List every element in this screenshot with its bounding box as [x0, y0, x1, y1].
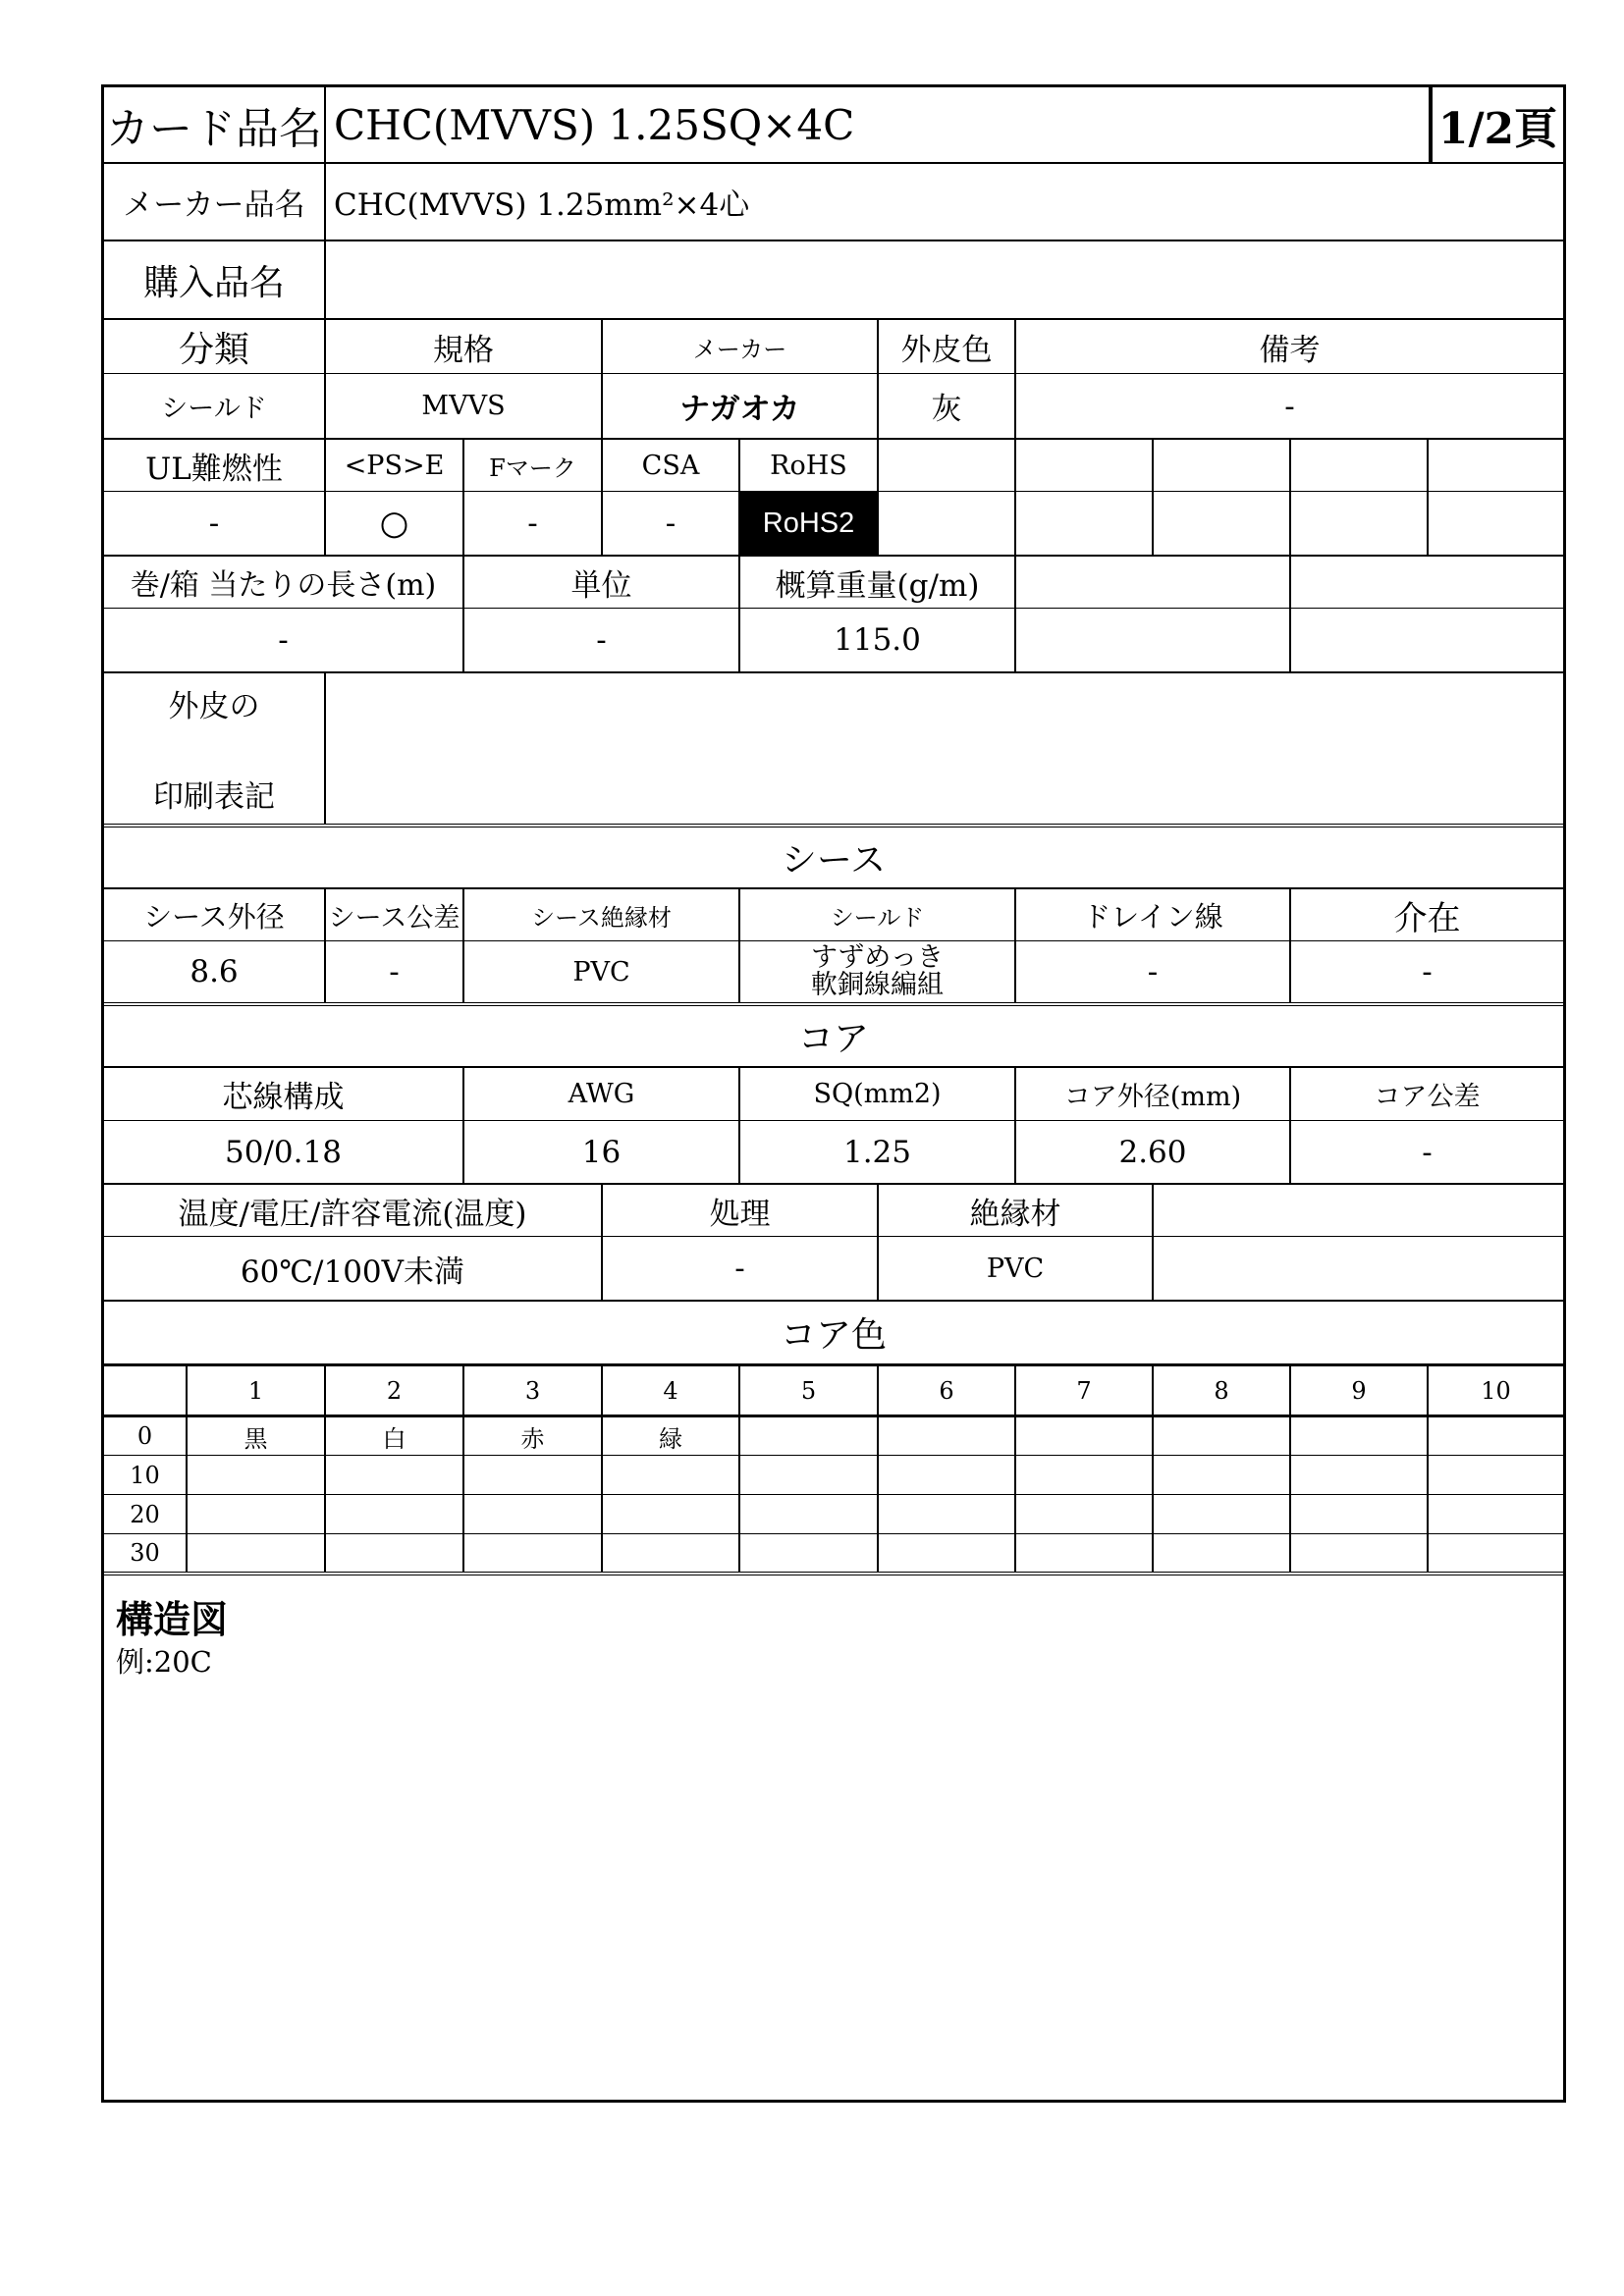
core-color-cell [1154, 1456, 1291, 1494]
length-value-row [104, 609, 1563, 673]
core-color-row-label: 0 [104, 1417, 188, 1455]
core-color-cell [740, 1417, 879, 1455]
core-color-cell [1016, 1417, 1154, 1455]
core-od-header: コア外径(mm) [1016, 1068, 1291, 1120]
empty-length-cell [1291, 557, 1563, 608]
core-color-cell [1016, 1456, 1154, 1494]
ul-flame-value: - [104, 492, 326, 555]
csa-value: - [603, 492, 740, 555]
core-color-cell [1291, 1456, 1429, 1494]
strand-construction-header: 芯線構成 [104, 1068, 464, 1120]
jacket-color-value: 灰 [879, 374, 1016, 438]
core-color-cell [1429, 1495, 1563, 1533]
treatment-header: 処理 [603, 1185, 879, 1236]
core-tolerance-value: - [1422, 1134, 1433, 1170]
core-color-cell [879, 1534, 1016, 1572]
sheath-value-row [104, 941, 1563, 1006]
print-marking-label-line2: 印刷表記 [153, 779, 275, 815]
shield-value-line1: すずめっき [811, 941, 944, 973]
core-header-row [104, 1068, 1563, 1121]
core-color-cell [188, 1456, 326, 1494]
core-color-cell [879, 1417, 1016, 1455]
core-color-col-header: 3 [464, 1366, 603, 1415]
core-color-cell: 赤 [464, 1417, 603, 1455]
structure-diagram-title: 構造図 [116, 1598, 229, 1641]
length-header-row [104, 557, 1563, 609]
print-marking-label-line1: 外皮の [168, 689, 260, 724]
classification-value: シールド [104, 374, 326, 438]
awg-header: AWG [464, 1068, 740, 1120]
core-color-cell [1291, 1417, 1429, 1455]
core-color-cell [1291, 1534, 1429, 1572]
maker-name-value: CHC(MVVS) 1.25mm²×4心 [334, 187, 750, 223]
classification-header-row [104, 320, 1563, 374]
core-color-row [104, 1495, 1563, 1534]
core-color-cell [1429, 1456, 1563, 1494]
length-per-reel-header: 巻/箱 当たりの長さ(m) [104, 557, 464, 608]
card-name-label: カード品名 [104, 87, 326, 162]
empty-length-cell [1291, 609, 1563, 671]
length-per-reel-value: - [104, 609, 464, 671]
purchase-name-value [326, 241, 1563, 318]
core-color-col-header: 7 [1016, 1366, 1154, 1415]
print-marking-label [104, 673, 326, 824]
sheath-tolerance-header: シース公差 [326, 889, 464, 940]
page-indicator: 1/2頁 [1431, 87, 1563, 162]
core-color-section-title: コア色 [104, 1302, 1563, 1366]
sheath-section-title: シース [104, 828, 1563, 889]
core-color-cell [188, 1534, 326, 1572]
f-mark-value: - [464, 492, 603, 555]
standard-value: MVVS [326, 374, 603, 438]
core-color-cell [1016, 1495, 1154, 1533]
empty-cert-cell [1291, 492, 1429, 555]
core-color-col-header: 5 [740, 1366, 879, 1415]
drain-wire-header: ドレイン線 [1016, 889, 1291, 940]
core-color-col-header: 4 [603, 1366, 740, 1415]
core-color-col-header: 10 [1481, 1376, 1511, 1405]
empty-cert-cell [1291, 440, 1429, 491]
sheath-insulation-header: シース絶縁材 [464, 889, 740, 940]
empty-cert-cell [1429, 440, 1563, 491]
core-color-cell: 白 [326, 1417, 464, 1455]
shield-value-line2: 軟銅線編組 [811, 970, 944, 1000]
core-color-cell [740, 1495, 879, 1533]
rating-header-row [104, 1185, 1563, 1237]
rohs-value: RoHS2 [740, 492, 879, 555]
core-color-row [104, 1456, 1563, 1495]
maker-header: メーカー [603, 320, 879, 373]
empty-cert-cell [879, 440, 1016, 491]
core-value-row [104, 1121, 1563, 1185]
empty-rating-cell [1154, 1237, 1563, 1300]
sheath-insulation-value: PVC [464, 941, 740, 1002]
rohs-header: RoHS [740, 440, 879, 491]
empty-cert-cell [1429, 492, 1563, 555]
core-color-col-header: 9 [1291, 1366, 1429, 1415]
core-color-row-label: 20 [104, 1495, 188, 1533]
print-marking-value [326, 673, 1563, 824]
insulation-header: 絶縁材 [879, 1185, 1154, 1236]
core-color-cell: 緑 [603, 1417, 740, 1455]
core-color-cell [1016, 1534, 1154, 1572]
empty-rating-cell [1154, 1185, 1563, 1236]
shield-header: シールド [740, 889, 1016, 940]
sq-header: SQ(mm2) [740, 1068, 1016, 1120]
core-color-cell [1154, 1495, 1291, 1533]
core-od-value: 2.60 [1016, 1121, 1291, 1183]
core-color-cell [1154, 1417, 1291, 1455]
card-name-value: CHC(MVVS) 1.25SQ×4C [326, 87, 1431, 162]
f-mark-header: Fマーク [464, 440, 603, 491]
sheath-tolerance-value: - [326, 941, 464, 1002]
treatment-value: - [603, 1237, 879, 1300]
remarks-value: - [1284, 388, 1295, 424]
empty-cert-cell [1016, 440, 1154, 491]
sheath-header-row [104, 889, 1563, 941]
empty-cert-cell [1154, 492, 1291, 555]
empty-length-cell [1016, 557, 1291, 608]
weight-header: 概算重量(g/m) [740, 557, 1016, 608]
core-color-cell [879, 1456, 1016, 1494]
weight-value: 115.0 [740, 609, 1016, 671]
filler-header: 介在 [1393, 898, 1461, 938]
core-color-cell [879, 1495, 1016, 1533]
empty-cert-cell [1016, 492, 1154, 555]
jacket-color-header: 外皮色 [879, 320, 1016, 373]
purchase-name-row [104, 241, 1563, 320]
strand-construction-value: 50/0.18 [104, 1121, 464, 1183]
core-color-cell [603, 1456, 740, 1494]
core-color-corner-cell [104, 1366, 188, 1415]
core-color-cell [1429, 1417, 1563, 1455]
core-color-cell [740, 1456, 879, 1494]
core-color-row [104, 1534, 1563, 1575]
structure-diagram-area [104, 1575, 1563, 2100]
core-color-cell [464, 1456, 603, 1494]
core-color-header-row [104, 1366, 1563, 1417]
rating-value-row [104, 1237, 1563, 1302]
core-color-row-label: 30 [104, 1534, 188, 1572]
core-color-cell [603, 1534, 740, 1572]
structure-diagram-note: 例:20C [116, 1645, 212, 1679]
core-color-col-header: 8 [1154, 1366, 1291, 1415]
maker-value: ナガオカ [603, 374, 879, 438]
core-color-cell [326, 1456, 464, 1494]
empty-length-cell [1016, 609, 1291, 671]
core-color-col-header: 1 [188, 1366, 326, 1415]
empty-cert-cell [1154, 440, 1291, 491]
core-color-cell [326, 1495, 464, 1533]
empty-cert-cell [879, 492, 1016, 555]
core-color-cell [326, 1534, 464, 1572]
core-color-cell [1154, 1534, 1291, 1572]
classification-value-row [104, 374, 1563, 440]
core-color-cell: 黒 [188, 1417, 326, 1455]
standard-header: 規格 [326, 320, 603, 373]
core-color-cell [464, 1534, 603, 1572]
certification-value-row [104, 492, 1563, 557]
sheath-od-value: 8.6 [104, 941, 326, 1002]
core-color-cell [1429, 1534, 1563, 1572]
ul-flame-header: UL難燃性 [104, 440, 326, 491]
filler-value: - [1422, 954, 1433, 989]
sq-value: 1.25 [740, 1121, 1016, 1183]
print-marking-row [104, 673, 1563, 828]
core-section-title: コア [104, 1006, 1563, 1068]
core-color-cell [464, 1495, 603, 1533]
unit-value: - [464, 609, 740, 671]
core-color-cell [740, 1534, 879, 1572]
temp-voltage-current-header: 温度/電圧/許容電流(温度) [104, 1185, 603, 1236]
core-color-col-header: 6 [879, 1366, 1016, 1415]
core-color-row-label: 10 [104, 1456, 188, 1494]
unit-header: 単位 [464, 557, 740, 608]
drain-wire-value: - [1016, 941, 1291, 1002]
maker-name-label: メーカー品名 [104, 164, 326, 240]
sheath-od-header: シース外径 [104, 889, 326, 940]
csa-header: CSA [603, 440, 740, 491]
pse-header: <PS>E [326, 440, 464, 491]
classification-header: 分類 [104, 320, 326, 373]
core-color-row [104, 1417, 1563, 1456]
core-color-col-header: 2 [326, 1366, 464, 1415]
core-color-cell [1291, 1495, 1429, 1533]
awg-value: 16 [464, 1121, 740, 1183]
purchase-name-label: 購入品名 [104, 241, 326, 318]
spec-sheet [101, 84, 1566, 2103]
remarks-header: 備考 [1259, 332, 1321, 368]
core-color-cell [188, 1495, 326, 1533]
core-color-cell [603, 1495, 740, 1533]
core-tolerance-header: コア公差 [1374, 1082, 1481, 1112]
temp-voltage-current-value: 60℃/100V未満 [104, 1237, 603, 1300]
shield-value [740, 941, 1016, 1002]
insulation-value: PVC [879, 1237, 1154, 1300]
certification-header-row [104, 440, 1563, 492]
card-name-row [104, 87, 1563, 164]
maker-name-row [104, 164, 1563, 241]
pse-value: ○ [326, 492, 464, 555]
